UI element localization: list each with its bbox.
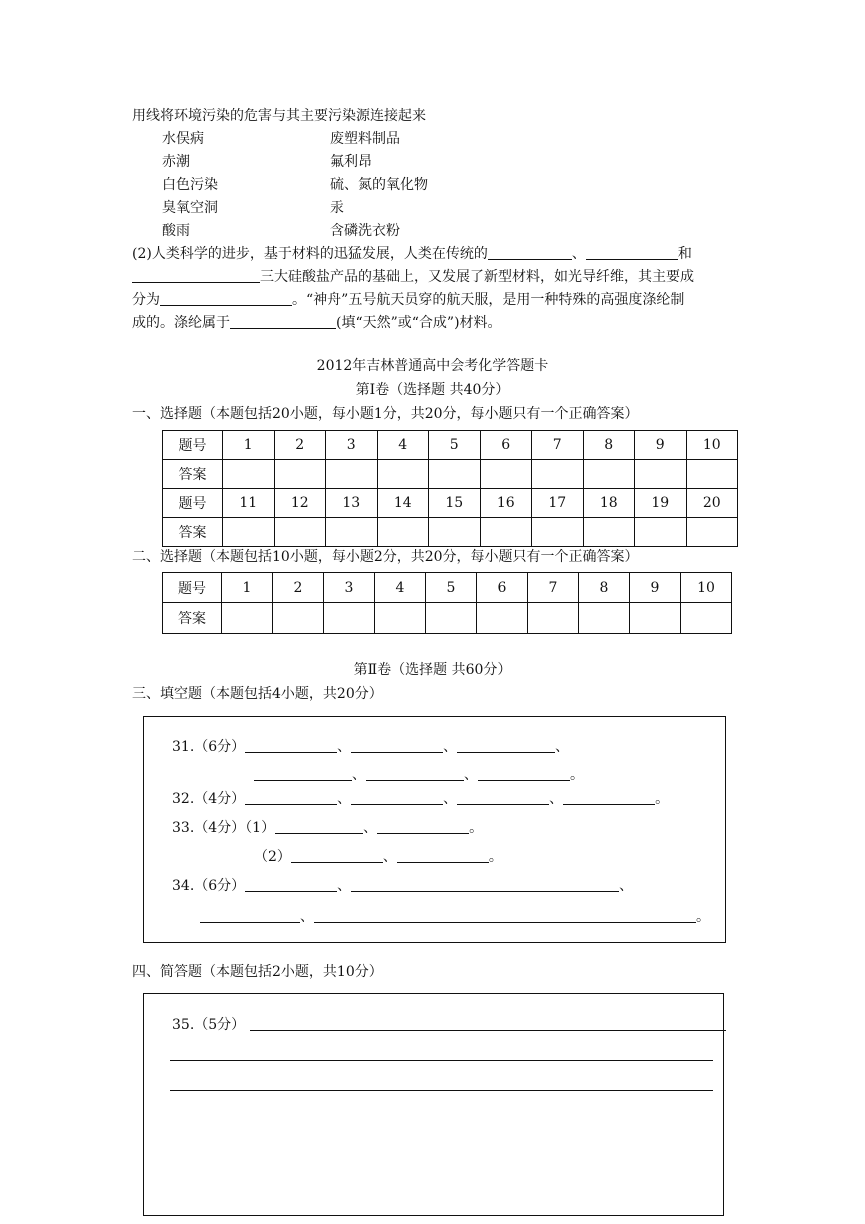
answer-cell[interactable]	[377, 460, 429, 489]
q31-line-2: 、 、 。	[254, 765, 584, 785]
q32-line: 32.（4分） 、 、 、 。	[172, 791, 670, 807]
question-number: 4	[377, 431, 429, 460]
answer-blank[interactable]	[488, 245, 572, 260]
question-number: 20	[686, 489, 738, 518]
answer-blank[interactable]	[457, 790, 549, 805]
table-row	[163, 603, 732, 634]
answer-line[interactable]	[250, 1030, 726, 1031]
question-number: 6	[477, 573, 528, 603]
question-number: 7	[528, 573, 579, 603]
volume-2-heading: 第Ⅱ卷（选择题 共60分）	[353, 662, 512, 678]
answer-cell[interactable]	[274, 518, 326, 547]
answer-blank[interactable]	[245, 877, 337, 892]
answer-cell[interactable]	[326, 518, 378, 547]
question-number: 16	[480, 489, 532, 518]
source-item: 含磷洗衣粉	[330, 223, 400, 239]
answer-cell[interactable]	[274, 460, 326, 489]
answer-cell[interactable]	[222, 603, 273, 634]
answer-blank[interactable]	[351, 877, 619, 892]
answer-cell[interactable]	[375, 603, 426, 634]
question-number: 4	[375, 573, 426, 603]
table-row	[163, 518, 738, 547]
q33-line-1: 33.（4分）（1） 、 。	[172, 820, 484, 836]
answer-label: 答案	[163, 460, 223, 489]
hazard-item: 酸雨	[162, 223, 190, 239]
answer-cell[interactable]	[635, 518, 687, 547]
answer-cell[interactable]	[480, 518, 532, 547]
answer-table-1	[162, 430, 738, 547]
question-number: 2	[274, 431, 326, 460]
question-number: 10	[686, 431, 738, 460]
table-row	[163, 573, 732, 603]
row-label: 题号	[163, 573, 222, 603]
answer-blank[interactable]	[563, 790, 655, 805]
question-number: 9	[635, 431, 687, 460]
q35-label: 35.（5分）	[172, 1017, 246, 1033]
q2-line-1: (2)人类科学的进步，基于材料的迅猛发展，人类在传统的 、 和	[132, 246, 692, 262]
q31-line-1: 31.（6分） 、 、 、	[172, 739, 570, 755]
question-number: 2	[273, 573, 324, 603]
card-title: 2012年吉林普通高中会考化学答题卡	[316, 358, 549, 374]
answer-cell[interactable]	[532, 460, 584, 489]
answer-blank[interactable]	[245, 738, 337, 753]
question-number: 13	[326, 489, 378, 518]
answer-cell[interactable]	[579, 603, 630, 634]
answer-line[interactable]	[170, 1090, 713, 1091]
answer-cell[interactable]	[223, 460, 275, 489]
table-row	[163, 431, 738, 460]
answer-table-2	[162, 572, 732, 634]
answer-blank[interactable]	[275, 819, 363, 834]
answer-cell[interactable]	[429, 518, 481, 547]
row-label: 题号	[163, 431, 223, 460]
answer-cell[interactable]	[426, 603, 477, 634]
question-number: 1	[223, 431, 275, 460]
table-row	[163, 460, 738, 489]
question-number: 5	[429, 431, 481, 460]
question-number: 18	[583, 489, 635, 518]
answer-cell[interactable]	[223, 518, 275, 547]
hazard-item: 水俣病	[162, 131, 204, 147]
q33-line-2: （2） 、 。	[254, 849, 503, 865]
q2-line-3: 分为 。“神舟”五号航天员穿的航天服，是用一种特殊的高强度涤纶制	[132, 292, 685, 308]
answer-cell[interactable]	[681, 603, 732, 634]
answer-label: 答案	[163, 518, 223, 547]
answer-cell[interactable]	[429, 460, 481, 489]
q34-line-1: 34.（6分） 、 、	[172, 878, 634, 894]
answer-cell[interactable]	[532, 518, 584, 547]
q2-line-2: 三大硅酸盐产品的基础上，又发展了新型材料，如光导纤维，其主要成	[132, 267, 694, 287]
answer-blank[interactable]	[478, 766, 570, 781]
answer-line[interactable]	[170, 1060, 713, 1061]
question-number: 14	[377, 489, 429, 518]
answer-blank[interactable]	[254, 766, 352, 781]
question-number: 3	[326, 431, 378, 460]
answer-cell[interactable]	[324, 603, 375, 634]
answer-blank[interactable]	[230, 314, 336, 329]
answer-label: 答案	[163, 603, 222, 634]
question-number: 12	[274, 489, 326, 518]
answer-blank[interactable]	[377, 819, 469, 834]
question-number: 10	[681, 573, 732, 603]
hazard-item: 臭氧空洞	[162, 200, 218, 216]
answer-cell[interactable]	[377, 518, 429, 547]
question-number: 17	[532, 489, 584, 518]
section-4-heading: 四、简答题（本题包括2小题，共10分）	[132, 964, 383, 980]
hazard-item: 白色污染	[162, 177, 218, 193]
answer-blank[interactable]	[291, 848, 383, 863]
answer-cell[interactable]	[583, 460, 635, 489]
answer-cell[interactable]	[528, 603, 579, 634]
answer-cell[interactable]	[583, 518, 635, 547]
question-number: 7	[532, 431, 584, 460]
question-number: 6	[480, 431, 532, 460]
answer-cell[interactable]	[477, 603, 528, 634]
answer-cell[interactable]	[273, 603, 324, 634]
answer-blank[interactable]	[314, 908, 696, 923]
hazard-item: 赤潮	[162, 154, 190, 170]
answer-blank[interactable]	[132, 268, 260, 283]
answer-blank[interactable]	[351, 790, 443, 805]
source-item: 氟利昂	[330, 154, 372, 170]
answer-blank[interactable]	[457, 738, 555, 753]
question-number: 15	[429, 489, 481, 518]
source-item: 汞	[330, 200, 344, 216]
question-number: 8	[579, 573, 630, 603]
answer-cell[interactable]	[686, 460, 738, 489]
answer-blank[interactable]	[397, 848, 489, 863]
q2-line-4: 成的。涤纶属于 (填“天然”或“合成”)材料。	[132, 315, 502, 331]
row-label: 题号	[163, 489, 223, 518]
answer-blank[interactable]	[245, 790, 337, 805]
section-3-heading: 三、填空题（本题包括4小题，共20分）	[132, 686, 383, 702]
question-number: 9	[630, 573, 681, 603]
matching-instruction: 用线将环境污染的危害与其主要污染源连接起来	[132, 108, 426, 124]
question-number: 19	[635, 489, 687, 518]
question-number: 11	[223, 489, 275, 518]
answer-cell[interactable]	[686, 518, 738, 547]
source-item: 硫、氮的氧化物	[330, 177, 428, 193]
answer-cell[interactable]	[635, 460, 687, 489]
answer-cell[interactable]	[326, 460, 378, 489]
q34-line-2: 、 。	[200, 907, 710, 927]
table-row	[163, 489, 738, 518]
question-number: 8	[583, 431, 635, 460]
answer-blank[interactable]	[200, 908, 300, 923]
answer-blank[interactable]	[586, 245, 678, 260]
answer-blank[interactable]	[351, 738, 443, 753]
question-number: 5	[426, 573, 477, 603]
answer-blank[interactable]	[366, 766, 464, 781]
answer-cell[interactable]	[630, 603, 681, 634]
question-number: 1	[222, 573, 273, 603]
section-1-heading: 一、选择题（本题包括20小题，每小题1分，共20分，每小题只有一个正确答案）	[132, 406, 639, 422]
answer-blank[interactable]	[160, 291, 292, 306]
source-item: 废塑料制品	[330, 131, 400, 147]
section-2-heading: 二、选择题（本题包括10小题，每小题2分，共20分，每小题只有一个正确答案）	[132, 549, 639, 565]
answer-cell[interactable]	[480, 460, 532, 489]
volume-1-heading: 第Ⅰ卷（选择题 共40分）	[355, 382, 510, 398]
question-number: 3	[324, 573, 375, 603]
